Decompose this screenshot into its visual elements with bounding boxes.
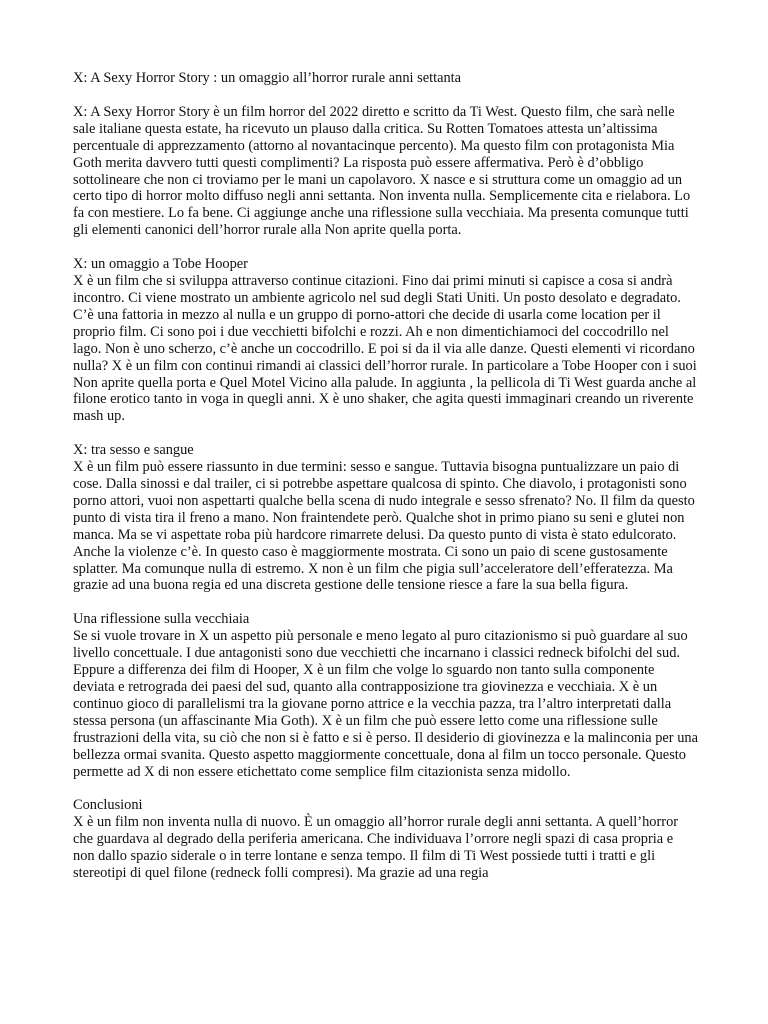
section-sesso-sangue xyxy=(73,442,698,594)
section-body: X è un film può essere riassunto in due termini: sesso e sangue. Tuttavia bisogna puntualizzare un paio di cose. Dalla sinossi e dal trailer, ci si potrebbe aspettare qualcosa di spinto. Che diavolo, i protagonisti sono porno attori, vuoi non aspettarti qualche bella scena di nudo integrale e sesso sfrenato? No. Il film da questo punto di vista tira il freno a mano. Non fraintendete però. Qualche shot in primo piano su seni e glutei non manca. Ma se vi aspettate roba più hardcore rimarrete delusi. Da questo punto di vista è stato edulcorato. Anche la violenze c’è. In questo caso è maggiormente mostrata. Ci sono un paio di scene gustosamente splatter. Ma comunque nulla di estremo. X non è un film che pigia sull’acceleratore dell’efferatezza. Ma grazie ad una buona regia ed una discreta gestione delle tensione riesce a fare la sua bella figura. xyxy=(73,459,695,594)
section-heading: X: un omaggio a Tobe Hooper xyxy=(73,256,248,273)
document-title: X: A Sexy Horror Story : un omaggio all’horror rurale anni settanta xyxy=(73,70,462,86)
intro-paragraph: X: A Sexy Horror Story è un film horror del 2022 diretto e scritto da Ti West. Questo film, che sarà nelle sale italiane questa estate, ha ricevuto un plauso dalla critica. Su Rotten Tomatoes attesta un’altissima percentuale di apprezzamento (attorno al novantacinque percento). Ma questo film con protagonista Mia Goth merita davvero tutti questi complimenti? La risposta può essere affermativa. Però è d’obbligo sottolineare che non ci troviamo per le mani un capolavoro. X nasce e si struttura come un omaggio ad un certo tipo di horror molto diffuso negli anni settanta. Non inventa nulla. Semplicemente cita e rielabora. Lo fa con mestiere. Lo fa bene. Ci aggiunge anche una riflessione sulla vecchiaia. Ma presenta comunque tutti gli elementi canonici dell’horror rurale alla Non aprite quella porta. xyxy=(73,103,691,239)
section-body: Se si vuole trovare in X un aspetto più personale e meno legato al puro citazionismo si può guardare al suo livello concettuale. I due antagonisti sono due vecchietti che incarnano i classici redneck bifolchi del sud. Eppure a differenza dei film di Hooper, X è un film che volge lo sguardo non tanto sulla componente deviata e retrograda dei paesi del sud, quanto alla contrapposizione tra giovinezza e vecchiaia. X è un continuo gioco di parallelismi tra la giovane porno attrice e la vecchia pazza, tra l’altro interpretati dalla stessa persona (un affascinante Mia Goth). X è un film che può essere letto come una riflessione sulle frustrazioni della vita, su ciò che non si è fatto e si è perso. Il desiderio di giovinezza e la malinconia per una bellezza ormai svanita. Questo aspetto maggiormente concettuale, dona al film un tocco personale. Questo permette ad X di non essere etichettato come semplice film citazionista senza midollo. xyxy=(73,628,698,780)
section-body: X è un film che si sviluppa attraverso continue citazioni. Fino dai primi minuti si capisce a cosa si andrà incontro. Ci viene mostrato un ambiente agricolo nel sud degli Stati Uniti. Un posto desolato e degradato. C’è una fattoria in mezzo al nulla e un gruppo di porno-attori che decide di usarla come location per il proprio film. Ci sono poi i due vecchietti bifolchi e rozzi. Ah e non dimentichiamoci del coccodrillo nel lago. Non è uno scherzo, c’è anche un coccodrillo. E poi si da il via alle danze. Questi elementi vi ricordano nulla? X è un film con continui rimandi ai classici dell’horror rurale. In particolare a Tobe Hooper con i suoi Non aprite quella porta e Quel Motel Vicino alla palude. In aggiunta , la pellicola di Ti West guarda anche al filone erotico tanto in voga in quegli anni. X è uno shaker, che agita questi immaginari creando un riverente mash up. xyxy=(73,273,697,425)
section-conclusioni xyxy=(73,797,698,882)
section-vecchiaia xyxy=(73,611,698,780)
section-heading: Una riflessione sulla vecchiaia xyxy=(73,611,250,628)
section-tobe-hooper xyxy=(73,256,698,425)
section-body: X è un film non inventa nulla di nuovo. È un omaggio all’horror rurale degli anni settanta. A quell’horror che guardava al degrado della periferia americana. Che individuava l’orrore negli spazi di casa propria e non dallo spazio siderale o in terre lontane e senza tempo. Il film di Ti West possiede tutti i tratti e gli stereotipi di quel filone (redneck folli compresi). Ma grazie ad una regia xyxy=(73,814,679,882)
section-heading: X: tra sesso e sangue xyxy=(73,442,194,459)
section-heading: Conclusioni xyxy=(73,797,143,814)
document-page xyxy=(73,70,698,899)
